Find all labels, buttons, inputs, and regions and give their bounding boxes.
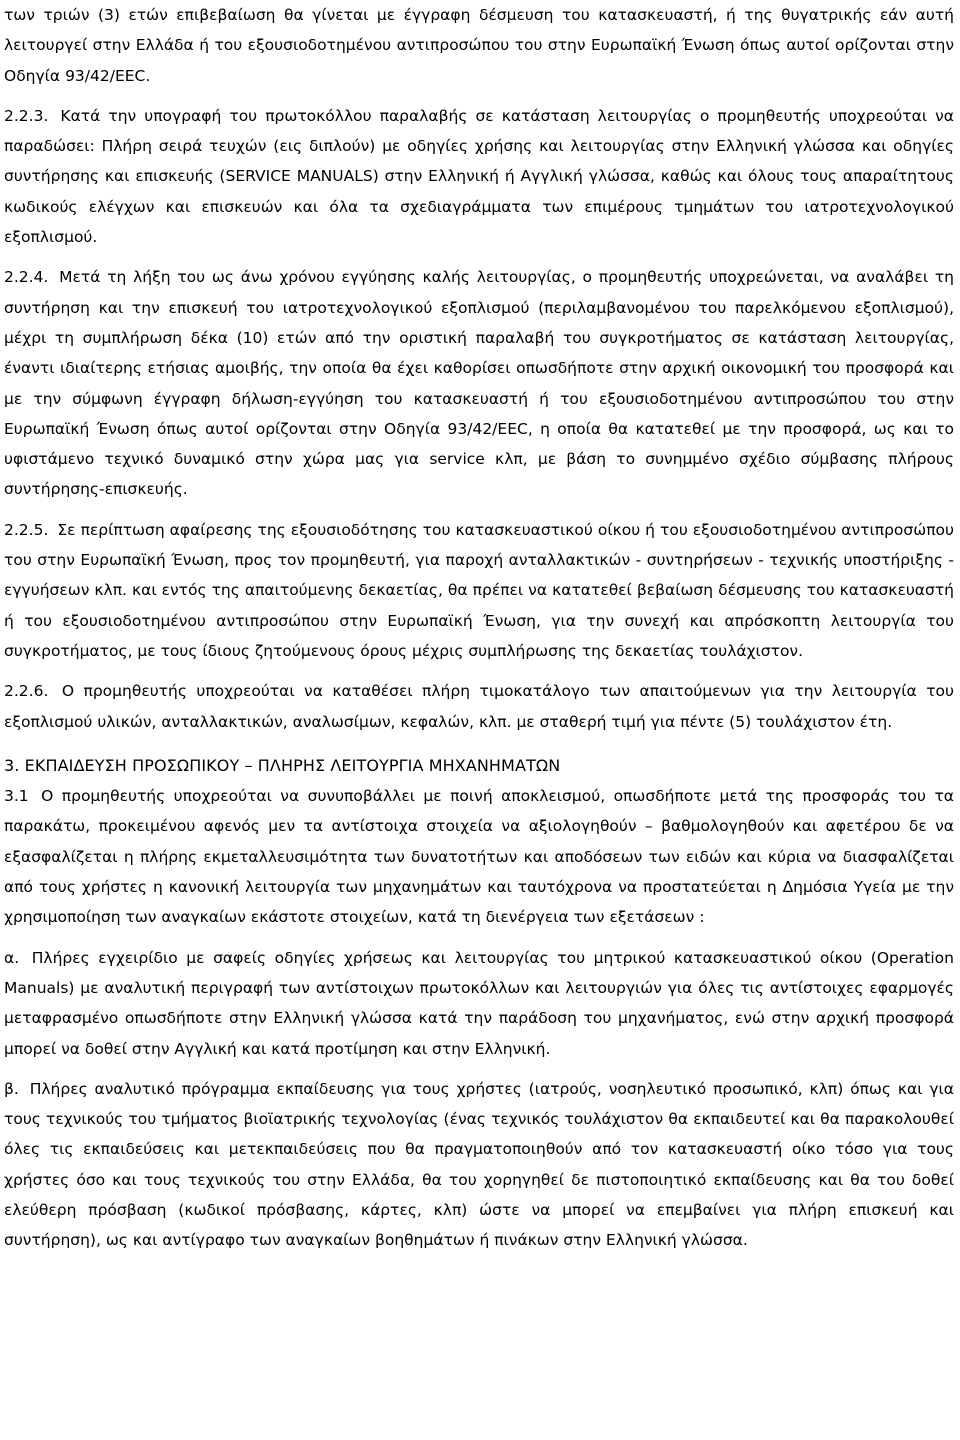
paragraph-2-2-6 (4, 676, 954, 737)
paragraph-item-a (4, 943, 954, 1064)
paragraph-spacer (4, 505, 954, 515)
section-number: 3.1 (4, 787, 29, 806)
paragraph-spacer (4, 1064, 954, 1074)
paragraph-spacer (4, 933, 954, 943)
section-heading: 3. ΕΚΠΑΙΔΕΥΣΗ ΠΡΟΣΩΠΙΚΟΥ – ΠΛΗΡΗΣ ΛΕΙΤΟΥΡΓΙΑ ΜΗΧΑΝΗΜΑΤΩΝ (4, 755, 561, 775)
paragraph-text: Σε περίπτωση αφαίρεσης της εξουσιοδότησης του κατασκευαστικού οίκου ή του εξουσιοδοτημένου αντιπροσώπου του στην Ευρωπαϊκή Ένωση, προς τον προμηθευτή, για παροχή ανταλλακτικών - συντηρήσεων - τεχνικής υποστήριξης - εγγυήσεων κλπ. και εντός της απαιτούμενης δεκαετίας, θα πρέπει να κατατεθεί βεβαίωση δέσμευσης του κατασκευαστή ή του εξουσιοδοτημένου αντιπροσώπου στην Ευρωπαϊκή Ένωση, για την συνεχή και απρόσκοπτη λειτουργία του συγκροτήματος, με τους ίδιους ζητούμενους όρους μέχρις συμπλήρωσης της δεκαετίας τουλάχιστον. (4, 520, 954, 660)
paragraph-spacer (4, 252, 954, 262)
paragraph-text: Κατά την υπογραφή του πρωτοκόλλου παραλαβής σε κατάσταση λειτουργίας ο προμηθευτής υποχρεούται να παραδώσει: Πλήρη σειρά τευχών (εις διπλούν) με οδηγίες χρήσης και λειτουργίας στην Ελληνική γλώσσα και οδηγίες συντήρησης και επισκευής (SERVICE MANUALS) στην Ελληνική ή Αγγλική γλώσσα, καθώς και όλους τους απαραίτητους κωδικούς ελέγχων και επισκευών και όλα τα σχεδιαγράμματα των επιμέρους τμημάτων του ιατροτεχνολογικού εξοπλισμού. (4, 106, 954, 247)
paragraph-text: Ο προμηθευτής υποχρεούται να καταθέσει πλήρη τιμοκατάλογο των απαιτούμενων για την λειτουργία του εξοπλισμού υλικών, ανταλλακτικών, αναλωσίμων, κεφαλών, κλπ. με σταθερή τιμή για πέντε (5) τουλάχιστον έτη. (4, 682, 954, 731)
paragraph-continuation (4, 0, 954, 91)
paragraph-3-1 (4, 781, 954, 932)
paragraph-2-2-5 (4, 515, 954, 666)
paragraph-2-2-3 (4, 101, 954, 252)
paragraph-spacer (4, 666, 954, 676)
paragraph-spacer (4, 91, 954, 101)
paragraph-text: Πλήρες εγχειρίδιο με σαφείς οδηγίες χρήσεως και λειτουργίας του μητρικού κατασκευαστικού οίκου (Operation Manuals) με αναλυτική περιγραφή των αντίστοιχων πρωτοκόλλων και λειτουργιών για όλες τις αντίστοιχες εφαρμογές μεταφρασμένο οπωσδήποτε στην Ελληνική γλώσσα κατά την παράδοση του μηχανήματος, ενώ στην αρχική προσφορά μπορεί να δοθεί στην Αγγλική και κατά προτίμηση και στην Ελληνική. (4, 948, 954, 1058)
paragraph-spacer (4, 737, 954, 751)
item-label: β. (4, 1079, 19, 1098)
section-number: 2.2.6. (4, 682, 49, 701)
item-label: α. (4, 948, 20, 967)
paragraph-text: των τριών (3) ετών επιβεβαίωση θα γίνεται με έγγραφη δέσμευση του κατασκευαστή, ή της θυγατρικής εάν αυτή λειτουργεί στην Ελλάδα ή του εξουσιοδοτημένου αντιπροσώπου του στην Ευρωπαϊκή Ένωση όπως αυτοί ορίζονται στην Οδηγία 93/42/ΕΕC. (4, 6, 954, 85)
section-number: 2.2.4. (4, 268, 49, 287)
section-number: 2.2.3. (4, 106, 49, 125)
section-number: 2.2.5. (4, 520, 49, 539)
paragraph-2-2-4 (4, 262, 954, 504)
paragraph-item-b (4, 1074, 954, 1256)
paragraph-text: Πλήρες αναλυτικό πρόγραμμα εκπαίδευσης για τους χρήστες (ιατρούς, νοσηλευτικό προσωπικό, κλπ) όπως και για τους τεχνικούς του τμήματος βιοϊατρικής τεχνολογίας (ένας τεχνικός τουλάχιστον θα εκπαιδευτεί και θα παρακολουθεί όλες τις εκπαιδεύσεις και μετεκπαιδεύσεις που θα πραγματοποιηθούν από τον κατασκευαστή οίκο τόσο για τους χρήστες όσο και τους τεχνικούς του στην Ελλάδα, θα του χορηγηθεί δε πιστοποιητικό εκπαίδευσης και θα του δοθεί ελεύθερη πρόσβαση (κωδικοί πρόσβασης, κάρτες, κλπ) ώστε να μπορεί να επεμβαίνει για πλήρη επισκευή και συντήρηση), ως και αντίγραφο των αναγκαίων βοηθημάτων ή πινάκων στην Ελληνική γλώσσα. (4, 1079, 954, 1250)
paragraph-text: Μετά τη λήξη του ως άνω χρόνου εγγύησης καλής λειτουργίας, ο προμηθευτής υποχρεώνεται, να αναλάβει τη συντήρηση και την επισκευή του ιατροτεχνολογικού εξοπλισμού (περιλαμβανομένου του παρελκόμενου εξοπλισμού), μέχρι τη συμπλήρωση δέκα (10) ετών από την οριστική παραλαβή του συγκροτήματος σε κατάσταση λειτουργίας, έναντι ιδιαίτερης ετήσιας αμοιβής, την οποία θα έχει καθορίσει οπωσδήποτε στην αρχική οικονομική του προσφορά και με την σύμφωνη έγγραφη δήλωση-εγγύηση του κατασκευαστή ή του εξουσιοδοτημένου αντιπροσώπου του στην Ευρωπαϊκή Ένωση όπως αυτοί ορίζονται στην Οδηγία 93/42/ΕΕC, η οποία θα κατατεθεί με την προσφορά, ως και το υφιστάμενο τεχνικό δυναμικό στην χώρα μας για service κλπ, με βάση το συνημμένο σχέδιο σύμβασης πλήρους συντήρησης-επισκευής. (4, 268, 954, 499)
paragraph-text: Ο προμηθευτής υποχρεούται να συνυποβάλλει με ποινή αποκλεισμού, οπωσδήποτε μετά της προσφοράς του τα παρακάτω, προκειμένου αφενός μεν τα αντίστοιχα στοιχεία να αξιολογηθούν – βαθμολογηθούν και αφετέρου δε να εξασφαλίζεται η πλήρης εκμεταλλευσιμότητα των δυνατοτήτων και αποδόσεων των ειδών και κύρια να διασφαλίζεται από τους χρήστες η κανονική λειτουργία των μηχανημάτων και ταυτόχρονα να προστατεύεται η Δημόσια Υγεία με την χρησιμοποίηση των αναγκαίων εκάστοτε στοιχείων, κατά τη διενέργεια των εξετάσεων : (4, 787, 955, 927)
